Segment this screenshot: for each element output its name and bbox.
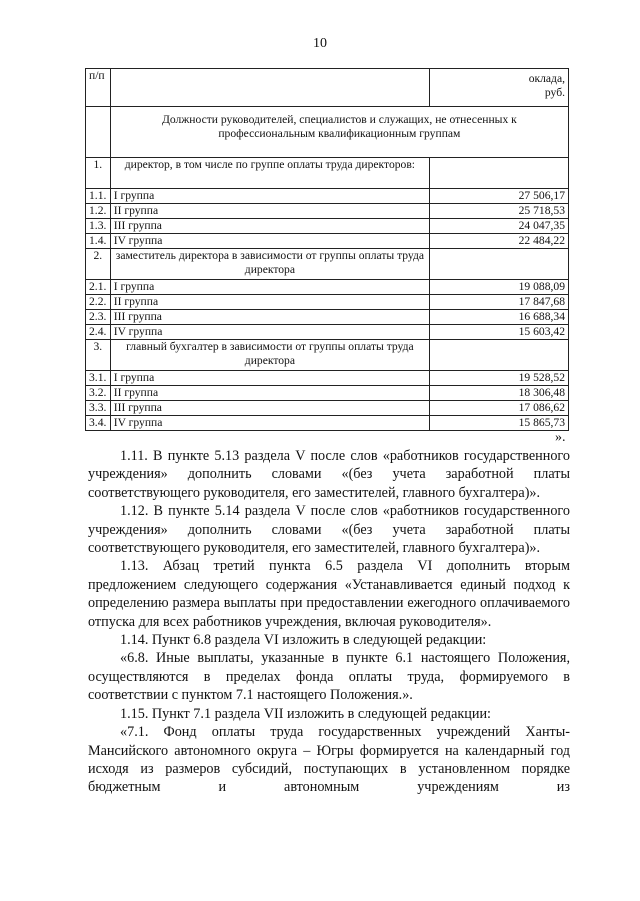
row-num: 1.3. bbox=[86, 219, 111, 234]
paragraph-1-13: 1.13. Абзац третий пункта 6.5 раздела VI дополнить вторым предложением следующего содержания «Устанавливается единый подход к определению размера выплаты при предоставлении ежегодного оплачиваемого отпуска для всех работников учреждения, включая руководителя». bbox=[88, 558, 570, 630]
row-name: I группа bbox=[110, 371, 429, 386]
paragraph-7-1: «7.1. Фонд оплаты труда государственных учреждений Ханты-Мансийского автономного округа – Югры формируется на календарный год исходя из размеров субсидий, поступающих в установленном порядке бюджетным и автономным учреждениям из bbox=[88, 724, 570, 796]
row-salary: 25 718,53 bbox=[430, 204, 569, 219]
row-salary: 16 688,34 bbox=[430, 310, 569, 325]
section-num-cell bbox=[86, 107, 111, 158]
group-title: директор, в том числе по группе оплаты труда директоров: bbox=[110, 158, 429, 189]
paragraph-6-8: «6.8. Иные выплаты, указанные в пункте 6.1 настоящего Положения, осуществляются в пределах фонда оплаты труда, формируемого в соответствии с пунктом 7.1 настоящего Положения.». bbox=[88, 650, 570, 704]
row-salary: 24 047,35 bbox=[430, 219, 569, 234]
row-salary: 15 603,42 bbox=[430, 325, 569, 340]
row-salary: 17 086,62 bbox=[430, 401, 569, 416]
group-salary bbox=[430, 249, 569, 280]
amendments-text bbox=[88, 447, 570, 797]
row-num: 3.4. bbox=[86, 416, 111, 431]
row-salary: 17 847,68 bbox=[430, 295, 569, 310]
group-num: 3. bbox=[86, 340, 111, 371]
row-salary: 15 865,73 bbox=[430, 416, 569, 431]
table-row bbox=[86, 295, 569, 310]
section-title: Должности руководителей, специалистов и служащих, не отнесенных к профессиональным квалификационным группам bbox=[110, 107, 568, 158]
table-row bbox=[86, 371, 569, 386]
row-name: II группа bbox=[110, 295, 429, 310]
group-title: главный бухгалтер в зависимости от группы оплаты труда директора bbox=[110, 340, 429, 371]
row-name: IV группа bbox=[110, 416, 429, 431]
row-salary: 22 484,22 bbox=[430, 234, 569, 249]
table-closing-mark: ». bbox=[555, 430, 566, 445]
row-name: II группа bbox=[110, 204, 429, 219]
paragraph-1-11: 1.11. В пункте 5.13 раздела V после слов «работников государственного учреждения» дополнить словами «(без учета заработной платы соответствующего руководителя, его заместителей, главного бухгалтера)». bbox=[88, 448, 570, 501]
group-num: 1. bbox=[86, 158, 111, 189]
group-row bbox=[86, 340, 569, 371]
row-name: IV группа bbox=[110, 325, 429, 340]
page-number: 10 bbox=[313, 36, 327, 51]
row-num: 1.4. bbox=[86, 234, 111, 249]
row-name: I группа bbox=[110, 280, 429, 295]
row-num: 1.1. bbox=[86, 189, 111, 204]
salary-table bbox=[85, 68, 569, 431]
table-row bbox=[86, 204, 569, 219]
header-num: п/п bbox=[86, 69, 111, 107]
row-name: II группа bbox=[110, 386, 429, 401]
section-row bbox=[86, 107, 569, 158]
paragraph-1-15: 1.15. Пункт 7.1 раздела VII изложить в следующей редакции: bbox=[120, 705, 491, 722]
row-salary: 19 528,52 bbox=[430, 371, 569, 386]
header-salary: оклада, руб. bbox=[430, 69, 569, 107]
row-num: 1.2. bbox=[86, 204, 111, 219]
table-row bbox=[86, 234, 569, 249]
row-salary: 18 306,48 bbox=[430, 386, 569, 401]
group-row bbox=[86, 249, 569, 280]
table-row bbox=[86, 219, 569, 234]
group-title: заместитель директора в зависимости от группы оплаты труда директора bbox=[110, 249, 429, 280]
row-num: 3.1. bbox=[86, 371, 111, 386]
row-name: III группа bbox=[110, 310, 429, 325]
table-row bbox=[86, 416, 569, 431]
table-row bbox=[86, 401, 569, 416]
paragraph-1-14: 1.14. Пункт 6.8 раздела VI изложить в следующей редакции: bbox=[120, 632, 487, 649]
group-row bbox=[86, 158, 569, 189]
table-row bbox=[86, 325, 569, 340]
row-salary: 27 506,17 bbox=[430, 189, 569, 204]
row-num: 3.3. bbox=[86, 401, 111, 416]
table-row bbox=[86, 280, 569, 295]
row-num: 3.2. bbox=[86, 386, 111, 401]
row-num: 2.4. bbox=[86, 325, 111, 340]
table-row bbox=[86, 386, 569, 401]
paragraph-1-12: 1.12. В пункте 5.14 раздела V после слов «работников государственного учреждения» дополнить словами «(без учета заработной платы соответствующего руководителя, его заместителей, главного бухгалтера)». bbox=[88, 503, 570, 557]
table-header-row bbox=[86, 69, 569, 107]
row-salary: 19 088,09 bbox=[430, 280, 569, 295]
row-name: III группа bbox=[110, 219, 429, 234]
table-row bbox=[86, 310, 569, 325]
row-num: 2.1. bbox=[86, 280, 111, 295]
row-num: 2.3. bbox=[86, 310, 111, 325]
group-salary bbox=[430, 158, 569, 189]
group-num: 2. bbox=[86, 249, 111, 280]
table-row bbox=[86, 189, 569, 204]
header-name bbox=[110, 69, 429, 107]
row-num: 2.2. bbox=[86, 295, 111, 310]
group-salary bbox=[430, 340, 569, 371]
row-name: I группа bbox=[110, 189, 429, 204]
row-name: IV группа bbox=[110, 234, 429, 249]
row-name: III группа bbox=[110, 401, 429, 416]
